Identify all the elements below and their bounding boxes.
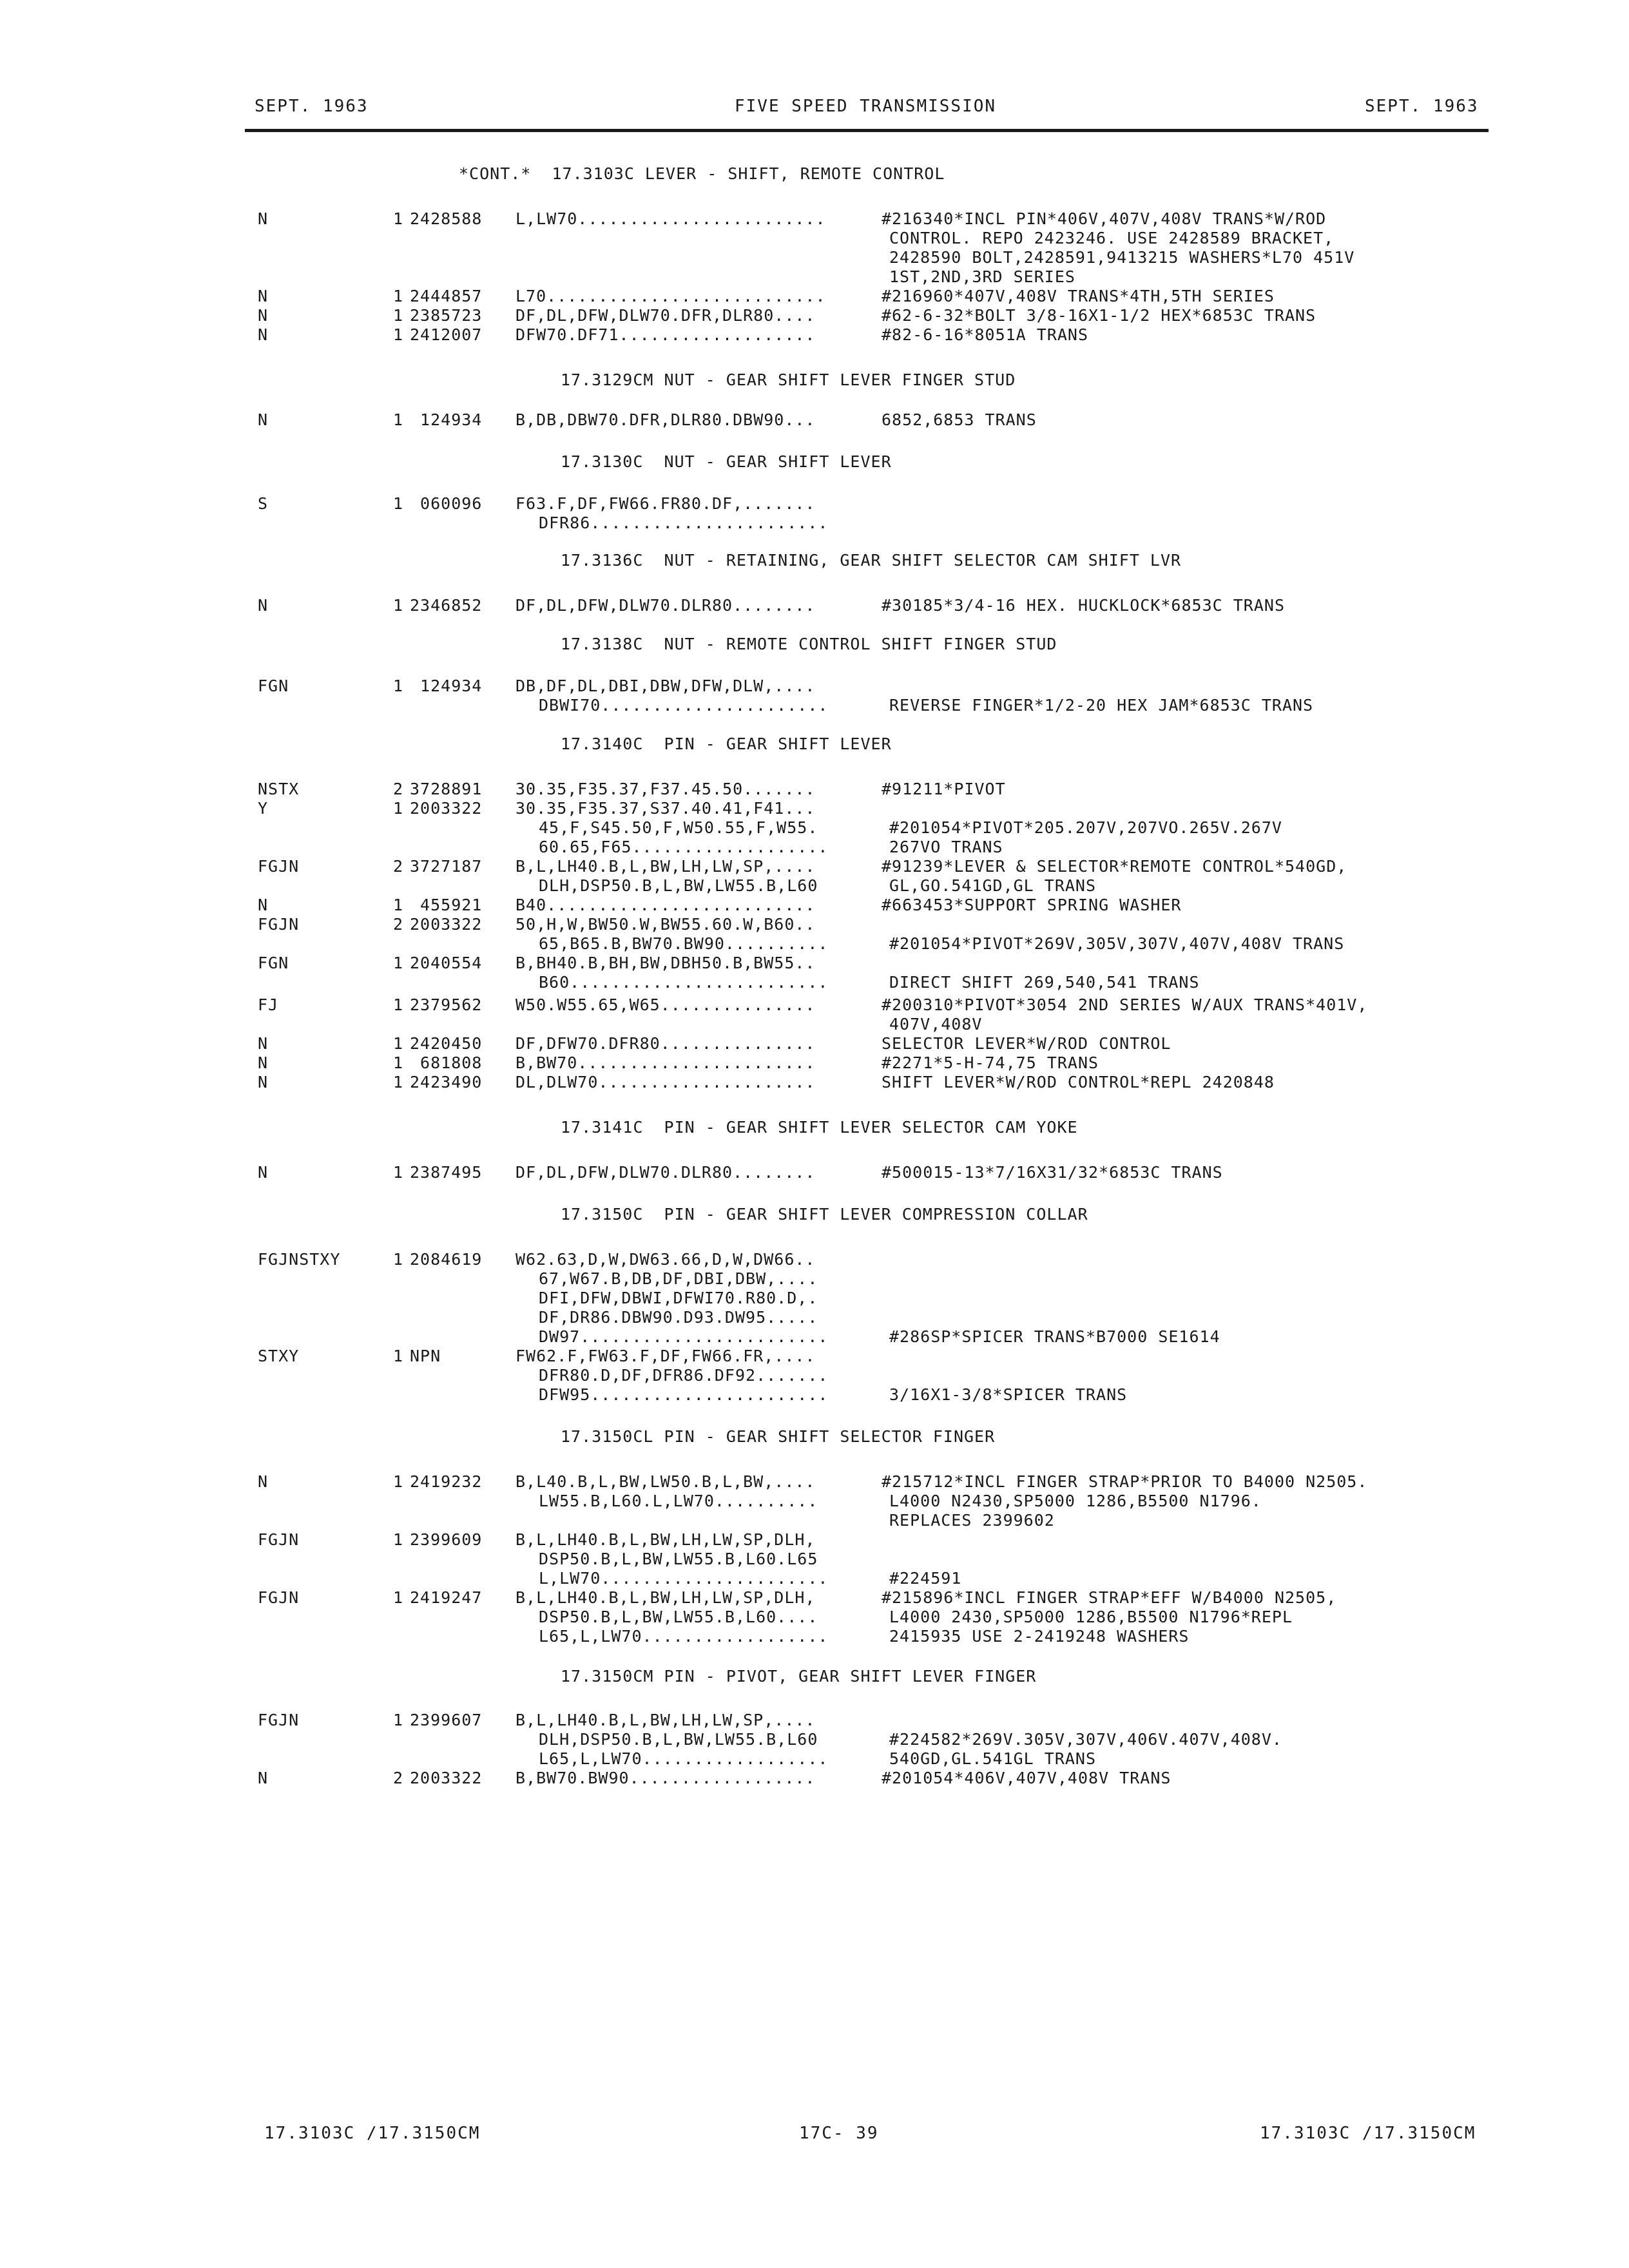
entry-model-line: B40.......................... <box>516 896 816 914</box>
header-right-date: SEPT. 1963 <box>1365 97 1479 116</box>
entry-part-number: 2084619 <box>410 1250 483 1269</box>
entry-remark-line: L4000 N2430,SP5000 1286,B5500 N1796. <box>889 1492 1262 1510</box>
entry-remark-line: 407V,408V <box>889 1015 983 1033</box>
entry-part-number: 2423490 <box>410 1073 483 1091</box>
entry-part-number: 2387495 <box>410 1163 483 1182</box>
entry-code: N <box>258 209 269 228</box>
entry-remark-line: #216960*407V,408V TRANS*4TH,5TH SERIES <box>882 287 1275 305</box>
entry-model-line: B,L,LH40.B,L,BW,LH,LW,SP,.... <box>516 1711 816 1729</box>
entry-code: N <box>258 1472 269 1491</box>
entry-remark-line: SELECTOR LEVER*W/ROD CONTROL <box>882 1034 1171 1053</box>
entry-model-line: B,L40.B,L,BW,LW50.B,L,BW,.... <box>516 1472 816 1491</box>
entry-model-line: FW62.F,FW63.F,DF,FW66.FR,.... <box>516 1347 816 1365</box>
entry-part-number: NPN <box>410 1347 441 1365</box>
entry-part-number: 2419247 <box>410 1588 483 1607</box>
entry-qty: 2 <box>393 1769 404 1787</box>
entry-code: N <box>258 896 269 914</box>
entry-model-line: L65,L,LW70.................. <box>539 1627 829 1646</box>
entry-model-line: B,L,LH40.B,L,BW,LH,LW,SP,DLH, <box>516 1530 816 1549</box>
entry-remark-line: CONTROL. REPO 2423246. USE 2428589 BRACKET, <box>889 229 1335 247</box>
entry-model-line: DFR86....................... <box>539 514 829 532</box>
entry-qty: 1 <box>393 1034 404 1053</box>
entry-qty: 1 <box>393 1163 404 1182</box>
entry-remark-line: #500015-13*7/16X31/32*6853C TRANS <box>882 1163 1223 1182</box>
entry-qty: 1 <box>393 306 404 325</box>
entry-code: N <box>258 410 269 429</box>
entry-qty: 1 <box>393 896 404 914</box>
entry-model-line: LW55.B,L60.L,LW70.......... <box>539 1492 818 1510</box>
entry-remark-line: REPLACES 2399602 <box>889 1511 1055 1530</box>
entry-code: N <box>258 596 269 615</box>
entry-remark-line: #82-6-16*8051A TRANS <box>882 325 1089 344</box>
entry-model-line: DF,DFW70.DFR80............... <box>516 1034 816 1053</box>
entry-model-line: L70........................... <box>516 287 826 305</box>
entry-part-number: 455921 <box>410 896 483 914</box>
entry-model-line: DF,DL,DFW,DLW70.DFR,DLR80.... <box>516 306 816 325</box>
entry-code: N <box>258 1034 269 1053</box>
entry-part-number: 2428588 <box>410 209 483 228</box>
entry-remark-line: #201054*406V,407V,408V TRANS <box>882 1769 1171 1787</box>
entry-model-line: 50,H,W,BW50.W,BW55.60.W,B60.. <box>516 915 816 934</box>
entry-model-line: B,BH40.B,BH,BW,DBH50.B,BW55.. <box>516 954 816 972</box>
footer-left-range: 17.3103C /17.3150CM <box>264 2124 481 2143</box>
entry-model-line: DSP50.B,L,BW,LW55.B,L60.... <box>539 1608 818 1626</box>
entry-code: FGJN <box>258 1711 300 1729</box>
entry-code: Y <box>258 799 269 818</box>
entry-model-line: L,LW70...................... <box>539 1569 829 1588</box>
footer-right-range: 17.3103C /17.3150CM <box>1260 2124 1476 2143</box>
entry-code: FGJN <box>258 1588 300 1607</box>
entry-qty: 1 <box>393 1053 404 1072</box>
entry-model-line: DF,DL,DFW,DLW70.DLR80........ <box>516 1163 816 1182</box>
entry-remark-line: #215896*INCL FINGER STRAP*EFF W/B4000 N2505, <box>882 1588 1337 1607</box>
entry-part-number: 060096 <box>410 494 483 513</box>
header-title: FIVE SPEED TRANSMISSION <box>735 97 997 116</box>
section-title: 17.3141C PIN - GEAR SHIFT LEVER SELECTOR CAM YOKE <box>561 1118 1078 1137</box>
entry-remark-line: 6852,6853 TRANS <box>882 410 1037 429</box>
entry-remark-line: #201054*PIVOT*269V,305V,307V,407V,408V TRANS <box>889 934 1345 953</box>
section-title: 17.3138C NUT - REMOTE CONTROL SHIFT FINGER STUD <box>561 635 1057 653</box>
entry-qty: 1 <box>393 1073 404 1091</box>
entry-qty: 2 <box>393 915 404 934</box>
entry-qty: 1 <box>393 1472 404 1491</box>
entry-model-line: L65,L,LW70.................. <box>539 1749 829 1768</box>
entry-part-number: 2399607 <box>410 1711 483 1729</box>
entry-code: S <box>258 494 269 513</box>
entry-model-line: B60......................... <box>539 973 829 992</box>
entry-part-number: 2003322 <box>410 915 483 934</box>
entry-model-line: DF,DL,DFW,DLW70.DLR80........ <box>516 596 816 615</box>
entry-model-line: B,L,LH40.B,L,BW,LH,LW,SP,.... <box>516 857 816 876</box>
entry-code: FGN <box>258 954 289 972</box>
entry-code: FGJN <box>258 1530 300 1549</box>
entry-remark-line: #91211*PIVOT <box>882 780 1006 798</box>
entry-remark-line: #62-6-32*BOLT 3/8-16X1-1/2 HEX*6853C TRANS <box>882 306 1316 325</box>
entry-qty: 2 <box>393 857 404 876</box>
entry-model-line: DBWI70...................... <box>539 696 829 715</box>
entry-code: FGJN <box>258 857 300 876</box>
section-title: *CONT.* 17.3103C LEVER - SHIFT, REMOTE CONTROL <box>459 164 945 183</box>
entry-model-line: F63.F,DF,FW66.FR80.DF,....... <box>516 494 816 513</box>
entry-part-number: 124934 <box>410 410 483 429</box>
entry-qty: 1 <box>393 287 404 305</box>
entry-code: FGJNSTXY <box>258 1250 341 1269</box>
entry-qty: 1 <box>393 677 404 695</box>
entry-remark-line: #216340*INCL PIN*406V,407V,408V TRANS*W/ROD <box>882 209 1327 228</box>
section-title: 17.3130C NUT - GEAR SHIFT LEVER <box>561 452 892 471</box>
entry-model-line: 30.35,F35.37,S37.40.41,F41... <box>516 799 816 818</box>
entry-qty: 1 <box>393 325 404 344</box>
header-left-date: SEPT. 1963 <box>255 97 369 116</box>
entry-remark-line: #286SP*SPICER TRANS*B7000 SE1614 <box>889 1327 1220 1346</box>
entry-remark-line: REVERSE FINGER*1/2-20 HEX JAM*6853C TRANS <box>889 696 1314 715</box>
entry-model-line: DW97........................ <box>539 1327 829 1346</box>
entry-qty: 1 <box>393 1711 404 1729</box>
section-title: 17.3129CM NUT - GEAR SHIFT LEVER FINGER STUD <box>561 370 1016 389</box>
section-title: 17.3150C PIN - GEAR SHIFT LEVER COMPRESSION COLLAR <box>561 1205 1088 1224</box>
entry-remark-line: #224591 <box>889 1569 962 1588</box>
entry-remark-line: L4000 2430,SP5000 1286,B5500 N1796*REPL <box>889 1608 1293 1626</box>
entry-model-line: W62.63,D,W,DW63.66,D,W,DW66.. <box>516 1250 816 1269</box>
entry-model-line: DF,DR86.DBW90.D93.DW95..... <box>539 1308 818 1327</box>
entry-code: N <box>258 287 269 305</box>
entry-code: N <box>258 1163 269 1182</box>
entry-part-number: 2003322 <box>410 1769 483 1787</box>
entry-remark-line: GL,GO.541GD,GL TRANS <box>889 876 1097 895</box>
entry-qty: 1 <box>393 494 404 513</box>
entry-part-number: 3728891 <box>410 780 483 798</box>
entry-model-line: 67,W67.B,DB,DF,DBI,DBW,.... <box>539 1269 818 1288</box>
entry-part-number: 2040554 <box>410 954 483 972</box>
section-title: 17.3136C NUT - RETAINING, GEAR SHIFT SELECTOR CAM SHIFT LVR <box>561 551 1182 570</box>
entry-part-number: 3727187 <box>410 857 483 876</box>
entry-part-number: 2399609 <box>410 1530 483 1549</box>
entry-part-number: 124934 <box>410 677 483 695</box>
entry-model-line: DFR80.D,DF,DFR86.DF92....... <box>539 1366 829 1385</box>
entry-qty: 1 <box>393 799 404 818</box>
entry-remark-line: #200310*PIVOT*3054 2ND SERIES W/AUX TRANS*401V, <box>882 995 1368 1014</box>
entry-model-line: 30.35,F35.37,F37.45.50....... <box>516 780 816 798</box>
entry-model-line: DFW95....................... <box>539 1385 829 1404</box>
entry-code: N <box>258 1769 269 1787</box>
entry-code: N <box>258 1073 269 1091</box>
entry-part-number: 2379562 <box>410 995 483 1014</box>
entry-qty: 1 <box>393 995 404 1014</box>
entry-model-line: DB,DF,DL,DBI,DBW,DFW,DLW,.... <box>516 677 816 695</box>
entry-remark-line: #224582*269V.305V,307V,406V.407V,408V. <box>889 1730 1282 1749</box>
section-title: 17.3150CL PIN - GEAR SHIFT SELECTOR FINGER <box>561 1427 996 1446</box>
entry-remark-line: 267VO TRANS <box>889 838 1003 856</box>
entry-code: N <box>258 306 269 325</box>
entry-code: STXY <box>258 1347 300 1365</box>
entry-remark-line: #91239*LEVER & SELECTOR*REMOTE CONTROL*540GD, <box>882 857 1347 876</box>
entry-part-number: 2419232 <box>410 1472 483 1491</box>
entry-part-number: 2346852 <box>410 596 483 615</box>
entry-model-line: DL,DLW70..................... <box>516 1073 816 1091</box>
section-title: 17.3150CM PIN - PIVOT, GEAR SHIFT LEVER FINGER <box>561 1667 1037 1686</box>
entry-qty: 1 <box>393 596 404 615</box>
entry-part-number: 681808 <box>410 1053 483 1072</box>
entry-qty: 1 <box>393 1347 404 1365</box>
entry-qty: 1 <box>393 954 404 972</box>
entry-model-line: DFW70.DF71................... <box>516 325 816 344</box>
entry-code: FJ <box>258 995 279 1014</box>
section-title: 17.3140C PIN - GEAR SHIFT LEVER <box>561 735 892 753</box>
entry-model-line: 45,F,S45.50,F,W50.55,F,W55. <box>539 818 818 837</box>
entry-model-line: DLH,DSP50.B,L,BW,LW55.B,L60 <box>539 1730 818 1749</box>
entry-remark-line: 3/16X1-3/8*SPICER TRANS <box>889 1385 1128 1404</box>
entry-code: FGJN <box>258 915 300 934</box>
entry-part-number: 2444857 <box>410 287 483 305</box>
entry-part-number: 2385723 <box>410 306 483 325</box>
footer-page-number: 17C- 39 <box>799 2124 879 2143</box>
entry-remark-line: #663453*SUPPORT SPRING WASHER <box>882 896 1182 914</box>
entry-remark-line: #2271*5-H-74,75 TRANS <box>882 1053 1099 1072</box>
entry-part-number: 2420450 <box>410 1034 483 1053</box>
entry-code: NSTX <box>258 780 300 798</box>
entry-model-line: 60.65,F65................... <box>539 838 829 856</box>
entry-model-line: L,LW70........................ <box>516 209 826 228</box>
entry-remark-line: #201054*PIVOT*205.207V,207VO.265V.267V <box>889 818 1282 837</box>
entry-qty: 2 <box>393 780 404 798</box>
entry-remark-line: 540GD,GL.541GL TRANS <box>889 1749 1097 1768</box>
entry-code: N <box>258 325 269 344</box>
entry-model-line: B,BW70....................... <box>516 1053 816 1072</box>
entry-remark-line: #30185*3/4-16 HEX. HUCKLOCK*6853C TRANS <box>882 596 1285 615</box>
entry-model-line: B,BW70.BW90.................. <box>516 1769 816 1787</box>
entry-model-line: DFI,DFW,DBWI,DFWI70.R80.D,. <box>539 1289 818 1307</box>
entry-remark-line: 2428590 BOLT,2428591,9413215 WASHERS*L70 451V <box>889 248 1355 267</box>
entry-code: N <box>258 1053 269 1072</box>
entry-model-line: B,L,LH40.B,L,BW,LH,LW,SP,DLH, <box>516 1588 816 1607</box>
entry-qty: 1 <box>393 1250 404 1269</box>
entry-remark-line: 2415935 USE 2-2419248 WASHERS <box>889 1627 1190 1646</box>
entry-remark-line: DIRECT SHIFT 269,540,541 TRANS <box>889 973 1200 992</box>
entry-model-line: B,DB,DBW70.DFR,DLR80.DBW90... <box>516 410 816 429</box>
entry-part-number: 2412007 <box>410 325 483 344</box>
entry-remark-line: SHIFT LEVER*W/ROD CONTROL*REPL 2420848 <box>882 1073 1275 1091</box>
entry-qty: 1 <box>393 410 404 429</box>
entry-qty: 1 <box>393 1530 404 1549</box>
entry-model-line: DSP50.B,L,BW,LW55.B,L60.L65 <box>539 1550 818 1568</box>
entry-qty: 1 <box>393 1588 404 1607</box>
entry-model-line: 65,B65.B,BW70.BW90.......... <box>539 934 829 953</box>
entry-remark-line: #215712*INCL FINGER STRAP*PRIOR TO B4000 N2505. <box>882 1472 1368 1491</box>
entry-remark-line: 1ST,2ND,3RD SERIES <box>889 267 1075 286</box>
entry-model-line: W50.W55.65,W65............... <box>516 995 816 1014</box>
entry-part-number: 2003322 <box>410 799 483 818</box>
entry-model-line: DLH,DSP50.B,L,BW,LW55.B,L60 <box>539 876 818 895</box>
entry-qty: 1 <box>393 209 404 228</box>
entry-code: FGN <box>258 677 289 695</box>
